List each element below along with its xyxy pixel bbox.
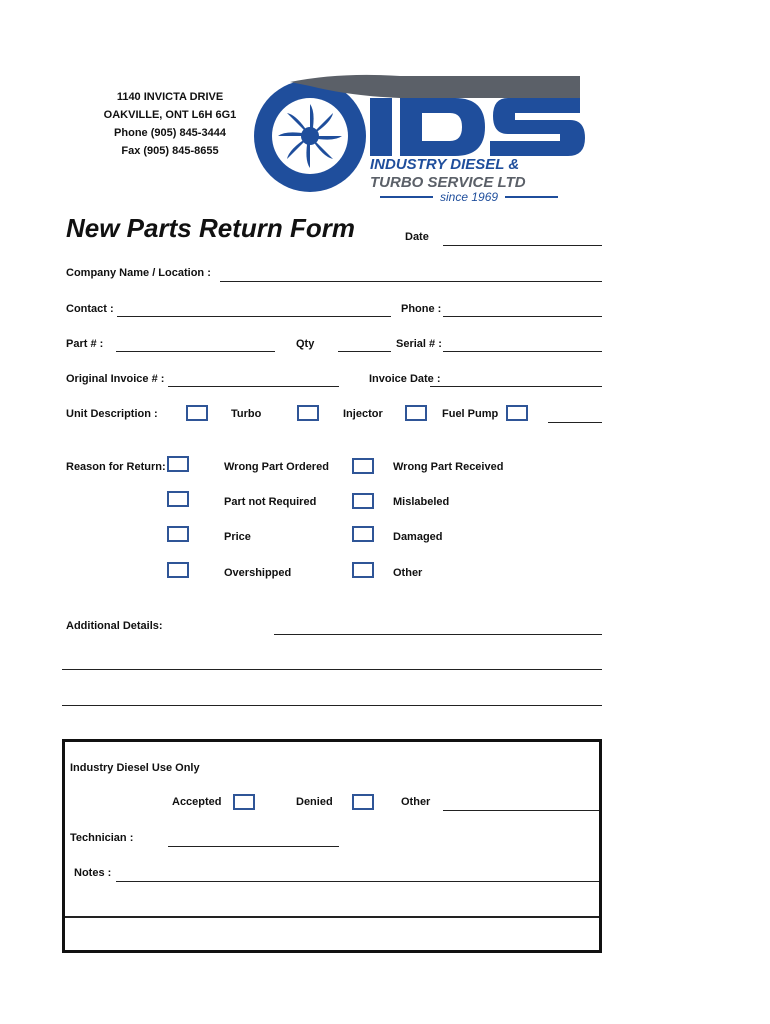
original-invoice-label: Original Invoice # : — [66, 373, 165, 385]
injector-label: Injector — [343, 408, 383, 420]
date-field[interactable] — [443, 245, 602, 246]
turbo-logo-icon — [250, 68, 590, 208]
phone-line: Phone (905) 845-3444 — [114, 127, 226, 139]
additional-details-label: Additional Details: — [66, 620, 163, 632]
internal-other-field[interactable] — [443, 810, 599, 811]
qty-label: Qty — [296, 338, 315, 350]
turbo-label: Turbo — [231, 408, 262, 420]
part-not-required-label: Part not Required — [224, 496, 317, 508]
wrong-part-received-label: Wrong Part Received — [393, 461, 504, 473]
notes-field[interactable] — [116, 881, 599, 882]
technician-label: Technician : — [70, 832, 134, 844]
part-not-required-checkbox[interactable] — [167, 491, 189, 507]
unit-other-checkbox[interactable] — [506, 405, 528, 421]
original-invoice-field[interactable] — [168, 386, 339, 387]
reason-other-label: Other — [393, 567, 423, 579]
phone-field[interactable] — [443, 316, 602, 317]
part-label: Part # : — [66, 338, 104, 350]
unit-other-field[interactable] — [548, 422, 602, 423]
date-label: Date — [405, 231, 429, 243]
notes-label: Notes : — [74, 867, 112, 879]
address-line: 1140 INVICTA DRIVE — [116, 91, 224, 103]
mislabeled-label: Mislabeled — [393, 496, 450, 508]
serial-label: Serial # : — [396, 338, 442, 350]
overshipped-label: Overshipped — [224, 567, 292, 579]
price-checkbox[interactable] — [167, 526, 189, 542]
invoice-date-label: Invoice Date : — [369, 373, 441, 385]
wrong-part-ordered-label: Wrong Part Ordered — [224, 461, 329, 473]
contact-field[interactable] — [117, 316, 391, 317]
logo-line2: TURBO SERVICE LTD — [370, 174, 526, 191]
company-field[interactable] — [220, 281, 602, 282]
fuel-pump-label: Fuel Pump — [442, 408, 499, 420]
logo-line1: INDUSTRY DIESEL & — [370, 156, 520, 173]
fuel-pump-checkbox[interactable] — [405, 405, 427, 421]
technician-field[interactable] — [168, 846, 339, 847]
company-address — [95, 88, 245, 160]
price-label: Price — [224, 531, 251, 543]
address-line: OAKVILLE, ONT L6H 6G1 — [103, 109, 237, 121]
fax-line: Fax (905) 845-8655 — [121, 145, 219, 157]
accepted-label: Accepted — [172, 796, 222, 808]
accepted-checkbox[interactable] — [233, 794, 255, 810]
unit-description-label: Unit Description : — [66, 408, 158, 420]
phone-label: Phone : — [401, 303, 442, 315]
logo-since: since 1969 — [440, 190, 499, 204]
wrong-part-received-checkbox[interactable] — [352, 458, 374, 474]
part-field[interactable] — [116, 351, 275, 352]
mislabeled-checkbox[interactable] — [352, 493, 374, 509]
notes-line[interactable] — [65, 916, 599, 918]
wrong-part-ordered-checkbox[interactable] — [167, 456, 189, 472]
company-logo — [250, 68, 590, 208]
form-title: New Parts Return Form — [66, 213, 355, 243]
turbo-checkbox[interactable] — [186, 405, 208, 421]
serial-field[interactable] — [443, 351, 602, 352]
reason-other-checkbox[interactable] — [352, 562, 374, 578]
damaged-checkbox[interactable] — [352, 526, 374, 542]
invoice-date-field[interactable] — [430, 386, 602, 387]
additional-details-line[interactable] — [62, 669, 602, 670]
damaged-label: Damaged — [393, 531, 443, 543]
reason-label: Reason for Return: — [66, 461, 166, 473]
qty-field[interactable] — [338, 351, 391, 352]
company-label: Company Name / Location : — [66, 267, 211, 279]
other-label: Other — [401, 796, 431, 808]
internal-use-title: Industry Diesel Use Only — [70, 762, 200, 774]
denied-checkbox[interactable] — [352, 794, 374, 810]
denied-label: Denied — [296, 796, 333, 808]
contact-label: Contact : — [66, 303, 114, 315]
injector-checkbox[interactable] — [297, 405, 319, 421]
overshipped-checkbox[interactable] — [167, 562, 189, 578]
additional-details-line[interactable] — [62, 705, 602, 706]
additional-details-field[interactable] — [274, 634, 602, 635]
